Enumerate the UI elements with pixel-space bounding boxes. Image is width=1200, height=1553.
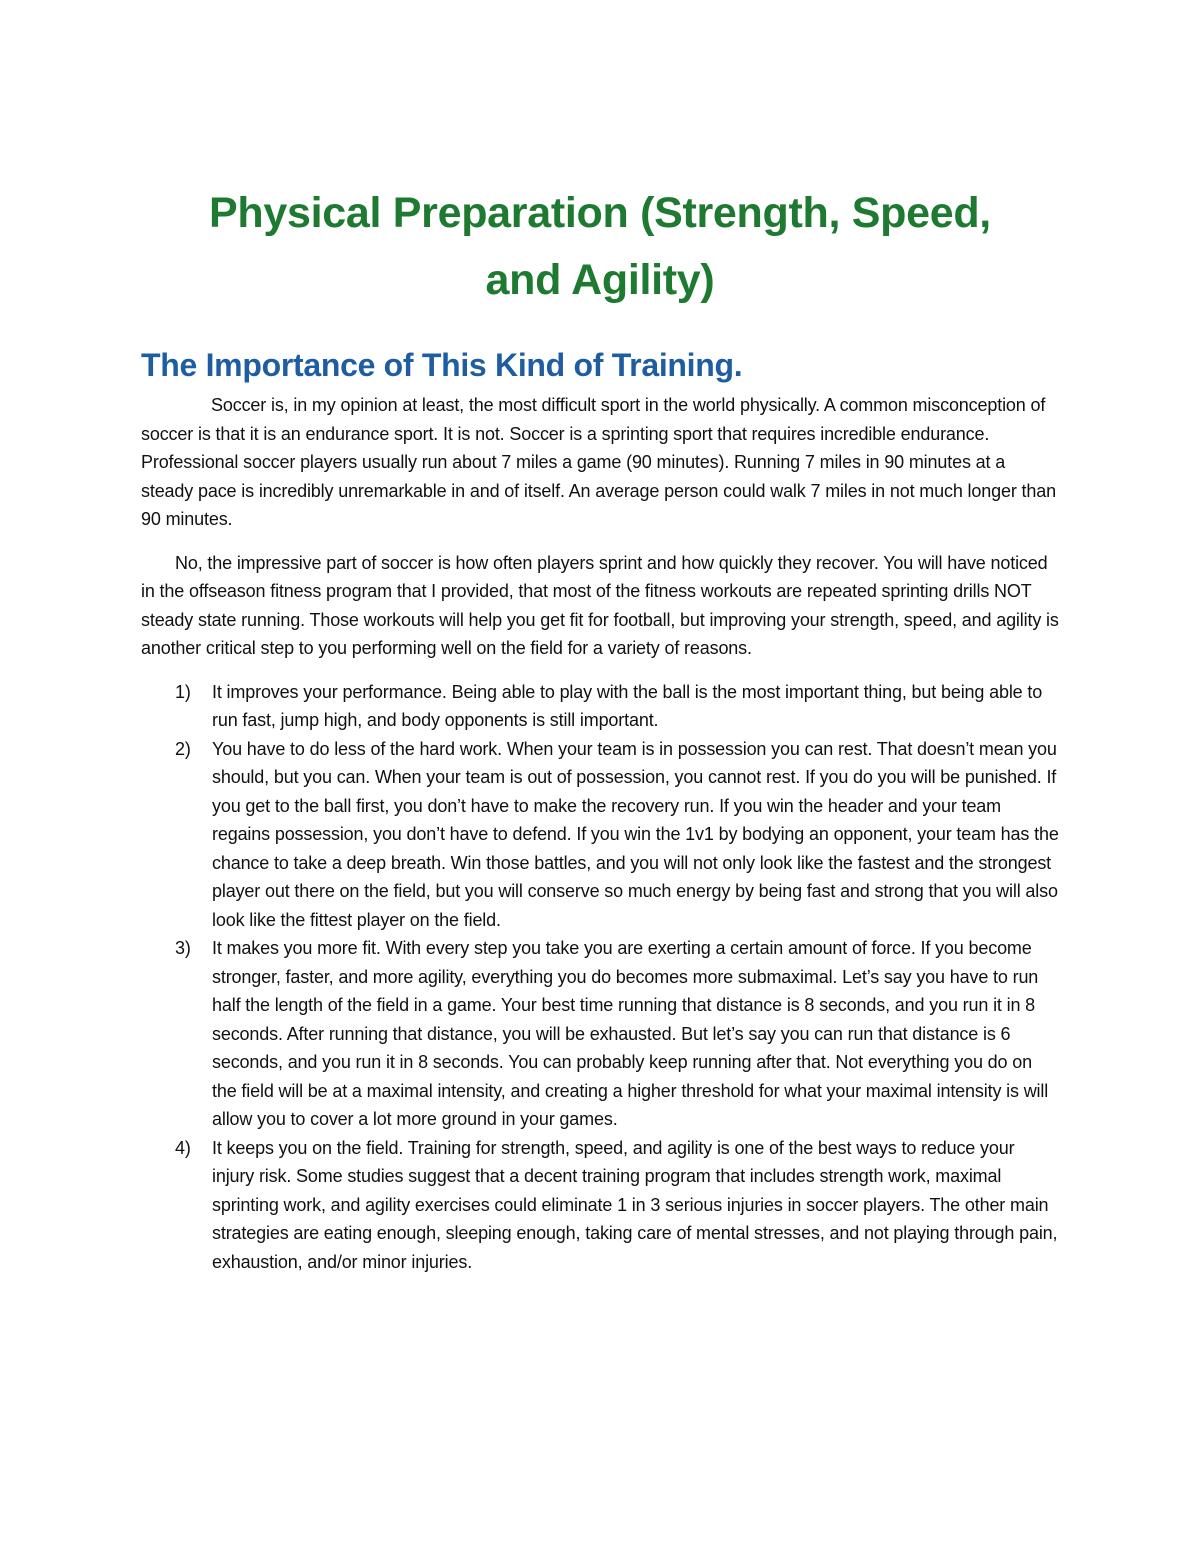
intro-paragraph: Soccer is, in my opinion at least, the most difficult sport in the world physically. A common misconception of soccer is that it is an endurance sport. It is not. Soccer is a sprinting sport that requires incredible endurance. Professional soccer players usually run about 7 miles a game (90 minutes). Running 7 miles in 90 minutes at a steady pace is incredibly unremarkable in and of itself. An average person could walk 7 miles in not much longer than 90 minutes. xyxy=(141,395,1056,529)
second-paragraph: No, the impressive part of soccer is how often players sprint and how quickly they recover. You will have noticed in the offseason fitness program that I provided, that most of the fitness workouts are repeated sprinting drills NOT steady state running. Those workouts will help you get fit for football, but improving your strength, speed, and agility is another critical step to you performing well on the field for a variety of reasons. xyxy=(141,552,1059,658)
section-heading: The Importance of This Kind of Training. xyxy=(141,347,743,383)
list-item xyxy=(141,735,1059,935)
list-item xyxy=(141,678,1059,735)
list-item-text: It keeps you on the field. Training for strength, speed, and agility is one of the best ways to reduce your injury risk. Some studies suggest that a decent training program that includes strength work, maximal sprinting work, and agility exercises could eliminate 1 in 3 serious injuries in soccer players. The other main strategies are eating enough, sleeping enough, taking care of mental stresses, and not playing through pain, exhaustion, and/or minor injuries. xyxy=(212,1137,1058,1272)
document-page xyxy=(141,180,1059,1276)
list-item xyxy=(141,934,1059,1134)
document-title-line-1: Physical Preparation (Strength, Speed, xyxy=(209,189,991,237)
list-item-number: 4) xyxy=(175,1137,191,1158)
document-title-line-2: and Agility) xyxy=(485,256,715,304)
list-item-number: 2) xyxy=(175,738,191,759)
list-item-number: 1) xyxy=(175,681,191,702)
list-item-text: It makes you more fit. With every step you take you are exerting a certain amount of force. If you become stronger, faster, and more agility, everything you do becomes more submaximal. Let’s say you have to run half the length of the field in a game. Your best time running that distance is 8 seconds, and you run it in 8 seconds. After running that distance, you will be exhausted. But let’s say you can run that distance is 6 seconds, and you run it in 8 seconds. You can probably keep running after that. Not everything you do on the field will be at a maximal intensity, and creating a higher threshold for what your maximal intensity is will allow you to cover a lot more ground in your games. xyxy=(212,938,1049,1129)
list-item-text: You have to do less of the hard work. When your team is in possession you can rest. That doesn’t mean you should, but you can. When your team is out of possession, you cannot rest. If you do you will be punished. If you get to the ball first, you don’t have to make the recovery run. If you win the header and your team regains possession, you don’t have to defend. If you win the 1v1 by bodying an opponent, your team has the chance to take a deep breath. Win those battles, and you will not only look like the fastest and the strongest player out there on the field, but you will conserve so much energy by being fast and strong that you will also look like the fittest player on the field. xyxy=(212,738,1059,930)
reasons-list xyxy=(141,678,1059,1277)
list-item-number: 3) xyxy=(175,938,191,958)
document-title xyxy=(141,180,1059,314)
list-item xyxy=(141,1134,1059,1277)
list-item-text: It improves your performance. Being able to play with the ball is the most important thing, but being able to run fast, jump high, and body opponents is still important. xyxy=(212,681,1043,730)
